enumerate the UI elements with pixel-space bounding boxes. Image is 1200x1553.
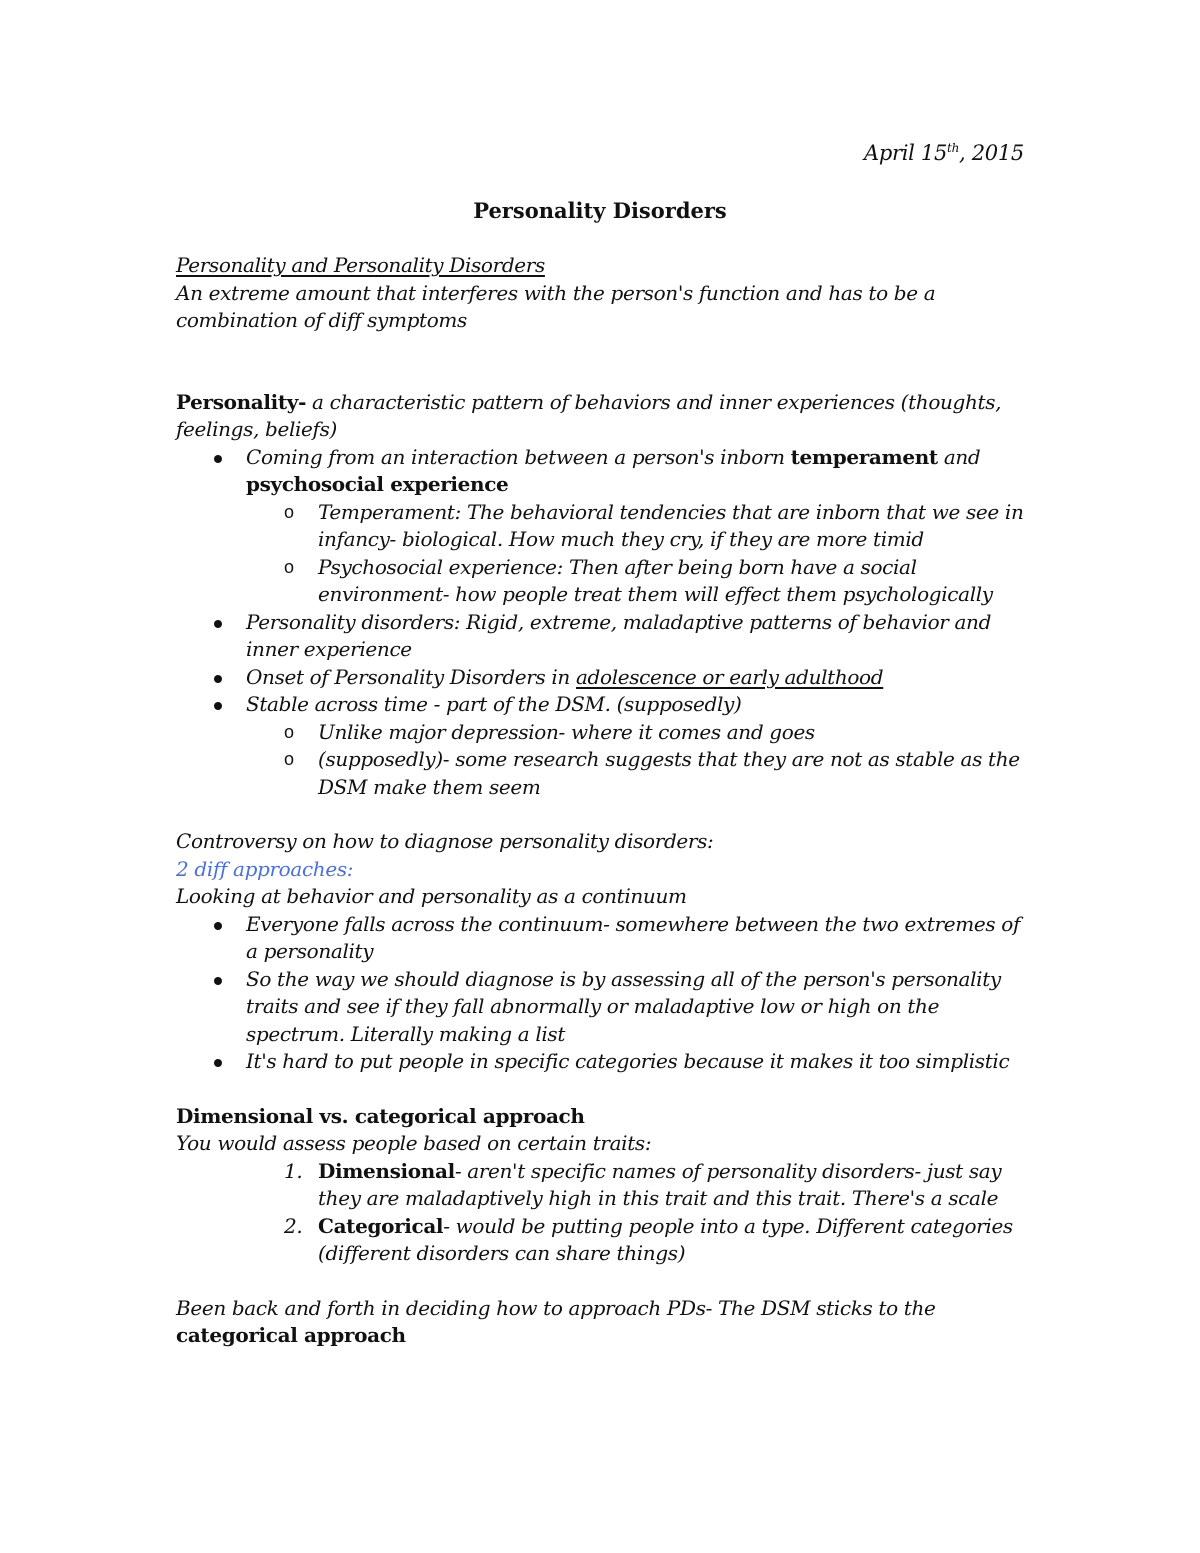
continuum-bullet-list <box>176 911 1036 1076</box>
list-item: 1. Dimensional- aren't specific names of personality disorders- just say they are maladaptively high in this trait and this trait. There's a scale <box>284 1158 1002 1210</box>
document-body <box>176 252 1036 1350</box>
list-item: Onset of Personality Disorders in adolescence or early adulthood <box>176 664 1036 692</box>
dimensional-term: Dimensional <box>318 1158 455 1183</box>
list-item: o (supposedly)- some research suggests that they are not as stable as the DSM make them seem <box>176 746 1036 801</box>
personality-term: Personality- <box>176 389 307 414</box>
approaches-line: 2 diff approaches: <box>176 856 354 881</box>
temperament-sub-list <box>176 499 1036 609</box>
personality-definition-text: a characteristic pattern of behaviors and inner experiences (thoughts, feelings, beliefs) <box>176 389 1002 441</box>
list-item: Coming from an interaction between a person's inborn temperament and psychosocial experience o Temperament: The behavioral tendencies that are inborn that we see in infancy- biological. How much they cry, if they are more timid o Psychosocial experience: Then after being born have a social environment- how people treat them will effect them psychologically <box>176 444 1036 609</box>
list-item: o Unlike major depression- where it comes and goes <box>176 719 1036 747</box>
dimensional-intro: You would assess people based on certain traits: <box>176 1131 652 1155</box>
document-title: Personality Disorders <box>473 198 727 223</box>
closing-paragraph: Been back and forth in deciding how to approach PDs- The DSM sticks to the categorical approach <box>176 1295 936 1347</box>
personality-bullet-list <box>176 444 1036 802</box>
list-item: 2. Categorical- would be putting people into a type. Different categories (different disorders can share things) <box>284 1213 1013 1265</box>
categorical-term: Categorical <box>318 1213 444 1238</box>
onset-underlined: adolescence or early adulthood <box>575 664 884 689</box>
section-intro-text: An extreme amount that interferes with the person's function and has to be a combination of diff symptoms <box>176 280 936 332</box>
date-year: , 2015 <box>959 141 1024 165</box>
date-text: April 15 <box>863 141 948 165</box>
approach-numbered-list <box>176 1158 1036 1268</box>
list-item: So the way we should diagnose is by assessing all of the person's personality traits and see if they fall abnormally or maladaptive low or high on the spectrum. Literally making a list <box>176 966 1036 1049</box>
dimensional-heading: Dimensional vs. categorical approach <box>176 1103 585 1128</box>
personality-definition <box>176 389 1036 444</box>
list-item: Stable across time - part of the DSM. (supposedly) o Unlike major depression- where it comes and goes o (supposedly)- some research suggests that they are not as stable as the DSM make them seem <box>176 691 1036 801</box>
categorical-approach-term: categorical approach <box>176 1323 406 1347</box>
list-marker: 1. <box>284 1158 303 1183</box>
list-item: It's hard to put people in specific categories because it makes it too simplistic <box>176 1048 1036 1076</box>
continuum-line: Looking at behavior and personality as a continuum <box>176 884 687 908</box>
controversy-line: Controversy on how to diagnose personality disorders: <box>176 829 714 853</box>
list-item: o Temperament: The behavioral tendencies that are inborn that we see in infancy- biological. How much they cry, if they are more timid <box>176 499 1036 554</box>
list-item: Personality disorders: Rigid, extreme, maladaptive patterns of behavior and inner experience <box>176 609 1036 664</box>
document-date <box>864 141 1024 165</box>
list-marker: 2. <box>284 1213 303 1238</box>
stability-sub-list <box>176 719 1036 802</box>
date-superscript: th <box>947 141 959 155</box>
section-heading-personality-disorders: Personality and Personality Disorders <box>176 253 545 277</box>
temperament-term: temperament <box>790 444 938 469</box>
list-item: Everyone falls across the continuum- somewhere between the two extremes of a personality <box>176 911 1036 966</box>
psychosocial-term: psychosocial experience <box>246 472 509 496</box>
list-item: o Psychosocial experience: Then after being born have a social environment- how people treat them will effect them psychologically <box>176 554 1036 609</box>
